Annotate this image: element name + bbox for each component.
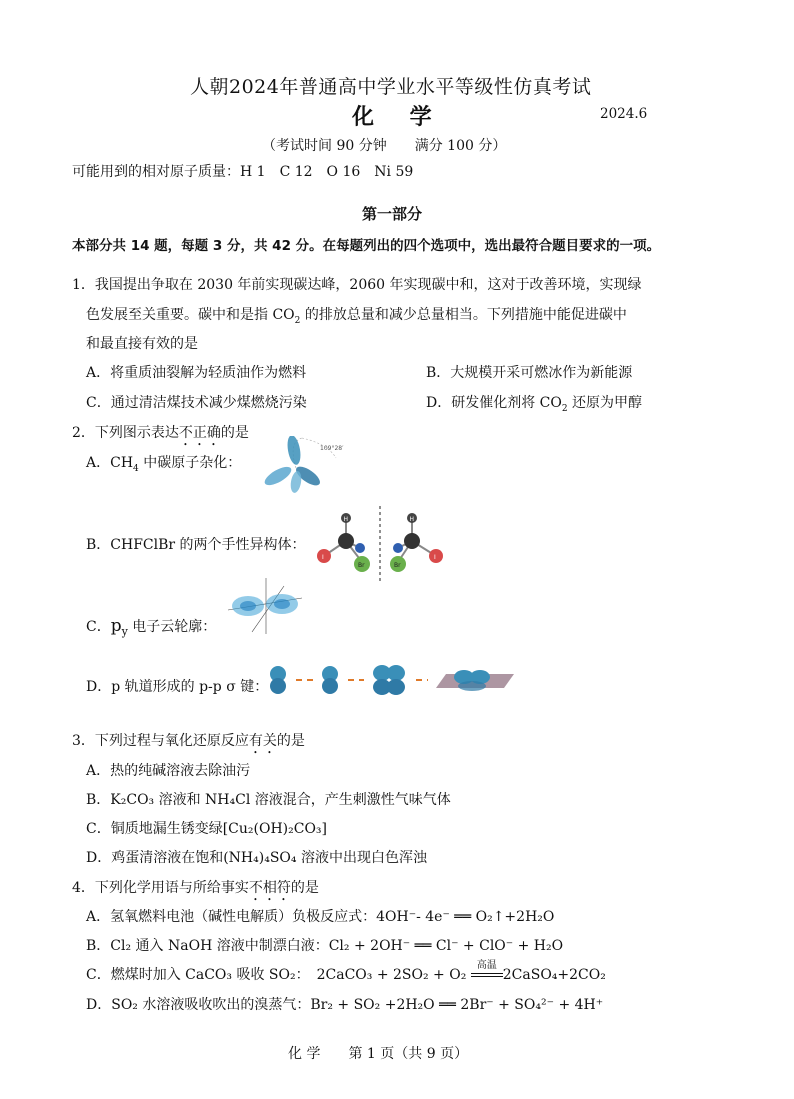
q2-option-a: A．$CH_4$ 中碳原子杂化： — [86, 455, 242, 474]
chiral-isomers-figure — [312, 506, 452, 582]
q3-option-a: A．热的纯碱溶液去除油污 — [86, 763, 251, 779]
svg-text:Br: Br — [394, 562, 401, 569]
q4-option-c: C．燃煤时加入 CaCO₃ 吸收 SO₂： 2CaCO₃ + 2SO₂ + O₂ 高温 2CaSO₄+2CO₂ — [86, 964, 606, 984]
q1-option-a: A．将重质油裂解为轻质油作为燃料 — [86, 365, 307, 381]
q1-option-c: C．通过清洁煤技术减少煤燃烧污染 — [86, 395, 307, 411]
exam-date: 2024.6 — [600, 106, 648, 122]
q2-option-b: B．CHFClBr 的两个手性异构体： — [86, 537, 306, 553]
q3-option-c: C．铜质地漏生锈变绿[Cu₂(OH)₂CO₃] — [86, 821, 328, 837]
sp3-hybrid-orbitals-figure — [258, 436, 346, 494]
exam-info: （考试时间 90 分钟 满分 100 分） — [262, 138, 507, 154]
bond-angle-label: 109°28′ — [320, 445, 344, 452]
subject-title: 化 学 — [352, 104, 446, 130]
q3-option-b: B．K₂CO₃ 溶液和 NH₄Cl 溶液混合，产生刺激性气味气体 — [86, 792, 451, 808]
svg-text:I: I — [322, 554, 324, 561]
left-isomer — [317, 513, 370, 572]
page-footer: 化 学 第 1 页（共 9 页） — [288, 1046, 469, 1062]
q1-option-d: D．研发催化剂将 $CO_2$ 还原为甲醇 — [426, 395, 643, 414]
q1-stem-line1: 1．我国提出争取在 2030 年前实现碳达峰，2060 年实现碳中和，这对于改善环境，实现绿 — [72, 277, 642, 293]
q2-stem: 2．下列图示表达不正确的是 — [72, 425, 249, 441]
right-isomer — [390, 513, 443, 572]
exam-title: 人朝2024年普通高中学业水平等级性仿真考试 — [190, 76, 592, 98]
section-instructions: 本部分共 14 题，每题 3 分，共 42 分。在每题列出的四个选项中，选出最符合题目要求的一项。 — [72, 238, 661, 254]
q4-stem: 4．下列化学用语与所给事实不相符的是 — [72, 880, 319, 896]
svg-text:H: H — [343, 516, 349, 523]
q2-option-c: C．$p_y$ 电子云轮廓： — [86, 616, 217, 638]
atomic-masses: 可能用到的相对原子质量：H 1 C 12 O 16 Ni 59 — [72, 164, 414, 180]
q4-option-b: B．Cl₂ 通入 NaOH 溶液中制漂白液：Cl₂ + 2OH⁻ ══ Cl⁻ + ClO⁻ + H₂O — [86, 938, 564, 954]
section-title: 第一部分 — [362, 205, 423, 223]
q1-option-b: B．大规模开采可燃冰作为新能源 — [426, 365, 633, 381]
svg-text:I: I — [434, 554, 436, 561]
pp-sigma-bond-figure — [268, 662, 518, 696]
py-orbital-figure — [222, 574, 308, 636]
q3-stem: 3．下列过程与氧化还原反应有关的是 — [72, 733, 305, 749]
reaction-condition: 高温 — [476, 960, 497, 971]
q4-option-a: A．氢氧燃料电池（碱性电解质）负极反应式：4OH⁻- 4e⁻ ══ O₂↑+2H₂O — [86, 909, 555, 925]
svg-text:Br: Br — [358, 562, 365, 569]
q1-stem-line2: 色发展至关重要。碳中和是指 $CO_2$ 的排放总量和减少总量相当。下列措施中能促进碳中 — [86, 307, 627, 326]
q3-option-d: D．鸡蛋清溶液在饱和(NH₄)₄SO₄ 溶液中出现白色浑浊 — [86, 850, 427, 866]
q2-option-d: D．p 轨道形成的 p-p σ 键： — [86, 679, 269, 695]
svg-text:H: H — [409, 516, 415, 523]
q1-stem-line3: 和最直接有效的是 — [86, 336, 198, 352]
q4-option-d: D．SO₂ 水溶液吸收吹出的溴蒸气：Br₂ + SO₂ +2H₂O ══ 2Br⁻ + SO₄²⁻ + 4H⁺ — [86, 997, 604, 1013]
